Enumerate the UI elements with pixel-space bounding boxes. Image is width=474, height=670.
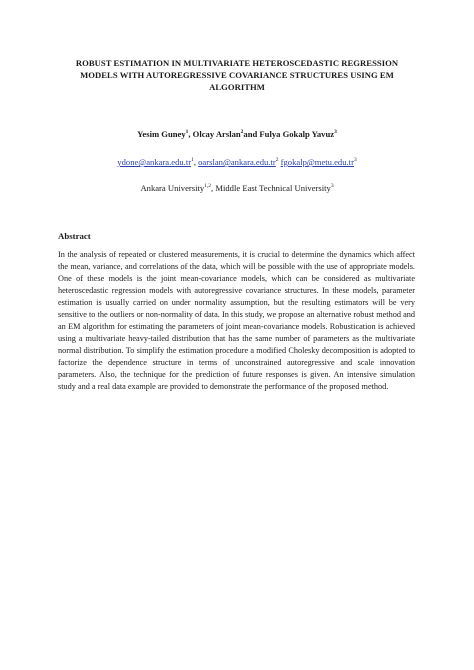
- author-superscript: 2: [240, 129, 244, 136]
- author-superscript: 1: [185, 129, 189, 136]
- abstract-heading: Abstract: [58, 231, 91, 241]
- email-link[interactable]: fgokalp@metu.edu.tr: [280, 157, 354, 167]
- email-superscript: 1: [191, 157, 194, 164]
- author-list: [58, 128, 416, 140]
- email-superscript: 3: [353, 157, 357, 164]
- email-link[interactable]: oarslan@ankara.edu.tr: [198, 157, 276, 167]
- affiliation-first: Ankara University: [140, 183, 205, 193]
- affiliation-superscript: 3: [330, 183, 334, 190]
- email-superscript: 2: [275, 157, 279, 164]
- author-separator: ,: [188, 129, 193, 139]
- title-line: MODELS WITH AUTOREGRESSIVE COVARIANCE STRUCTURES USING EM: [80, 70, 394, 80]
- author-superscript: 3: [334, 129, 337, 136]
- affiliation-superscript: 1,2: [204, 183, 212, 190]
- abstract-text: In the analysis of repeated or clustered measurements, it is crucial to determine the dynamics which affect the mean, variance, and correlations of the data, which will be possible with the use of appropriate models. One of these models is the joint mean-covariance models, which can be considered as multivariate heteroscedastic regression models with autoregressive covariance structures. In these models, parameter estimation is usually carried on under normality assumption, but the resulting estimators will be very sensitive to the outliers or non-normality of data. In this study, we propose an alternative robust method and an EM algorithm for estimating the parameters of joint mean-covariance models. Robustication is achieved using a multivariate heavy-tailed distribution that has the same number of parameters as the multivariate normal distribution. To simplify the estimation procedure a modified Cholesky decomposition is adopted to factorize the dependence structure in terms of unconstrained autoregressive and scale innovation parameters. Also, the technique for the prediction of future responses is given. An intensive simulation study and a real data example are provided to demonstrate the performance of the proposed method.: [58, 250, 415, 391]
- title-line: ALGORITHM: [209, 82, 265, 92]
- email-link[interactable]: ydone@ankara.edu.tr: [117, 157, 192, 167]
- author-name: Fulya Gokalp Yavuz: [259, 129, 335, 139]
- author-separator: and: [243, 129, 260, 139]
- email-list: [58, 156, 416, 168]
- affiliation-line: [58, 182, 416, 194]
- author-name: Olcay Arslan: [192, 129, 241, 139]
- title-line: ROBUST ESTIMATION IN MULTIVARIATE HETEROSCEDASTIC REGRESSION: [75, 58, 399, 68]
- email-separator: ,: [193, 157, 199, 167]
- affiliation-second: , Middle East Technical University: [211, 183, 331, 193]
- paper-title: [58, 57, 416, 93]
- author-name: Yesim Guney: [137, 129, 186, 139]
